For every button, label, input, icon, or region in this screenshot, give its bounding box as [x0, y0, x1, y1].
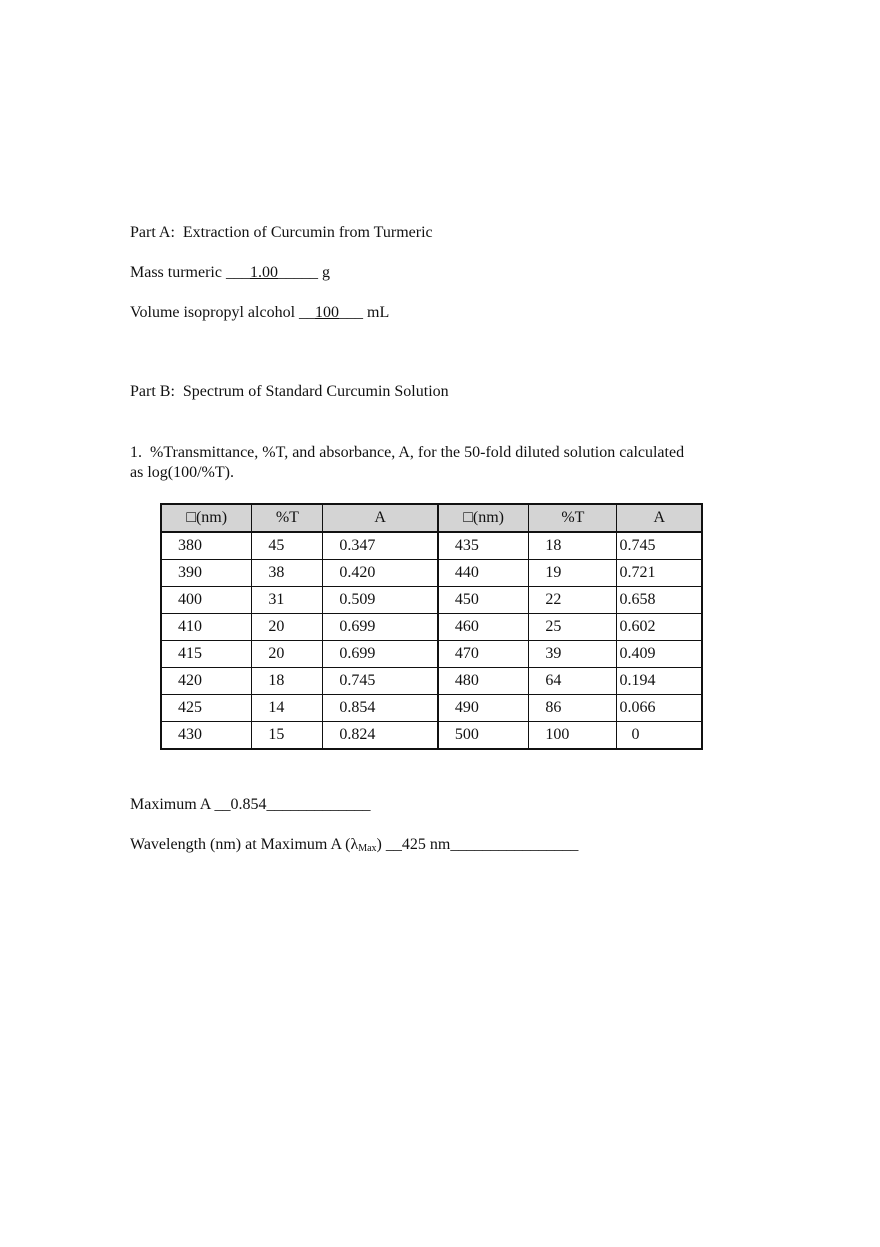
lambda-max-subscript: Max	[358, 843, 377, 854]
transmittance-header: %T	[529, 504, 617, 532]
wavelength-max-line	[130, 835, 578, 859]
table-row	[161, 695, 702, 722]
table-cell: 0.420	[323, 560, 438, 587]
volume-alcohol-line	[130, 303, 389, 323]
table-cell: 0.699	[323, 614, 438, 641]
table-cell: 39	[529, 641, 617, 668]
table-cell: 450	[438, 587, 529, 614]
wavelength-header: □(nm)	[161, 504, 252, 532]
table-cell: 490	[438, 695, 529, 722]
table-cell: 20	[252, 614, 323, 641]
absorbance-header: A	[617, 504, 702, 532]
table-row	[161, 722, 702, 750]
mass-value: 1.00	[249, 264, 278, 281]
table-cell: 0.824	[323, 722, 438, 750]
table-cell: 45	[252, 532, 323, 560]
table-cell: 0.194	[617, 668, 702, 695]
table-cell: 25	[529, 614, 617, 641]
wavelength-value: 425 nm	[401, 836, 451, 853]
table-cell: 18	[529, 532, 617, 560]
table-cell: 390	[161, 560, 252, 587]
volume-blank: ___	[339, 304, 364, 321]
table-cell: 19	[529, 560, 617, 587]
table-cell: 22	[529, 587, 617, 614]
volume-value: 100	[315, 304, 340, 321]
question-line-1: 1. %Transmittance, %T, and absorbance, A, for the 50-fold diluted solution calculated	[130, 444, 685, 461]
table-cell: 400	[161, 587, 252, 614]
table-cell: 420	[161, 668, 252, 695]
table-cell: 410	[161, 614, 252, 641]
table-cell: 435	[438, 532, 529, 560]
table-cell: 500	[438, 722, 529, 750]
volume-unit: mL	[363, 304, 390, 321]
part-b-heading: Part B: Spectrum of Standard Curcumin Solution	[130, 383, 449, 400]
table-row	[161, 614, 702, 641]
table-row	[161, 587, 702, 614]
table-cell: 31	[252, 587, 323, 614]
table-cell: 0.745	[323, 668, 438, 695]
absorbance-header: A	[323, 504, 438, 532]
max-a-value: 0.854	[230, 796, 267, 813]
mass-label: Mass turmeric ___	[130, 264, 250, 281]
table-cell: 38	[252, 560, 323, 587]
table-cell: 440	[438, 560, 529, 587]
table-row	[161, 560, 702, 587]
table-cell: 0.658	[617, 587, 702, 614]
table-cell: 0.721	[617, 560, 702, 587]
maximum-a-line	[130, 795, 370, 815]
max-a-label: Maximum A __	[130, 796, 231, 813]
table-cell: 64	[529, 668, 617, 695]
table-cell: 0.854	[323, 695, 438, 722]
part-a-heading: Part A: Extraction of Curcumin from Turmeric	[130, 224, 433, 241]
spectrum-data-table	[160, 503, 703, 750]
table-cell: 480	[438, 668, 529, 695]
table-row	[161, 641, 702, 668]
table-cell: 18	[252, 668, 323, 695]
table-cell: 470	[438, 641, 529, 668]
table-cell: 0.347	[323, 532, 438, 560]
table-cell: 460	[438, 614, 529, 641]
table-row	[161, 668, 702, 695]
table-cell: 0.409	[617, 641, 702, 668]
table-cell: 0.066	[617, 695, 702, 722]
transmittance-header: %T	[252, 504, 323, 532]
volume-label: Volume isopropyl alcohol __	[130, 304, 316, 321]
wavelength-label: Wavelength (nm) at Maximum A (λ	[130, 836, 359, 853]
question-line-2: as log(100/%T).	[130, 464, 234, 481]
table-cell: 0.509	[323, 587, 438, 614]
table-cell: 14	[252, 695, 323, 722]
table-cell: 20	[252, 641, 323, 668]
table-cell: 15	[252, 722, 323, 750]
wavelength-close: ) __	[376, 836, 402, 853]
wavelength-header: □(nm)	[438, 504, 529, 532]
table-cell: 415	[161, 641, 252, 668]
table-cell: 0.699	[323, 641, 438, 668]
mass-blank: _____	[277, 264, 318, 281]
table-cell: 0	[617, 722, 702, 750]
table-cell: 425	[161, 695, 252, 722]
table-cell: 0.745	[617, 532, 702, 560]
table-row	[161, 532, 702, 560]
wavelength-blank: ________________	[450, 836, 579, 853]
table-cell: 0.602	[617, 614, 702, 641]
table-cell: 380	[161, 532, 252, 560]
table-header-row	[161, 504, 702, 532]
max-a-blank: _____________	[266, 796, 371, 813]
mass-turmeric-line	[130, 263, 330, 283]
table-cell: 86	[529, 695, 617, 722]
table-cell: 430	[161, 722, 252, 750]
table-cell: 100	[529, 722, 617, 750]
mass-unit: g	[317, 264, 330, 281]
